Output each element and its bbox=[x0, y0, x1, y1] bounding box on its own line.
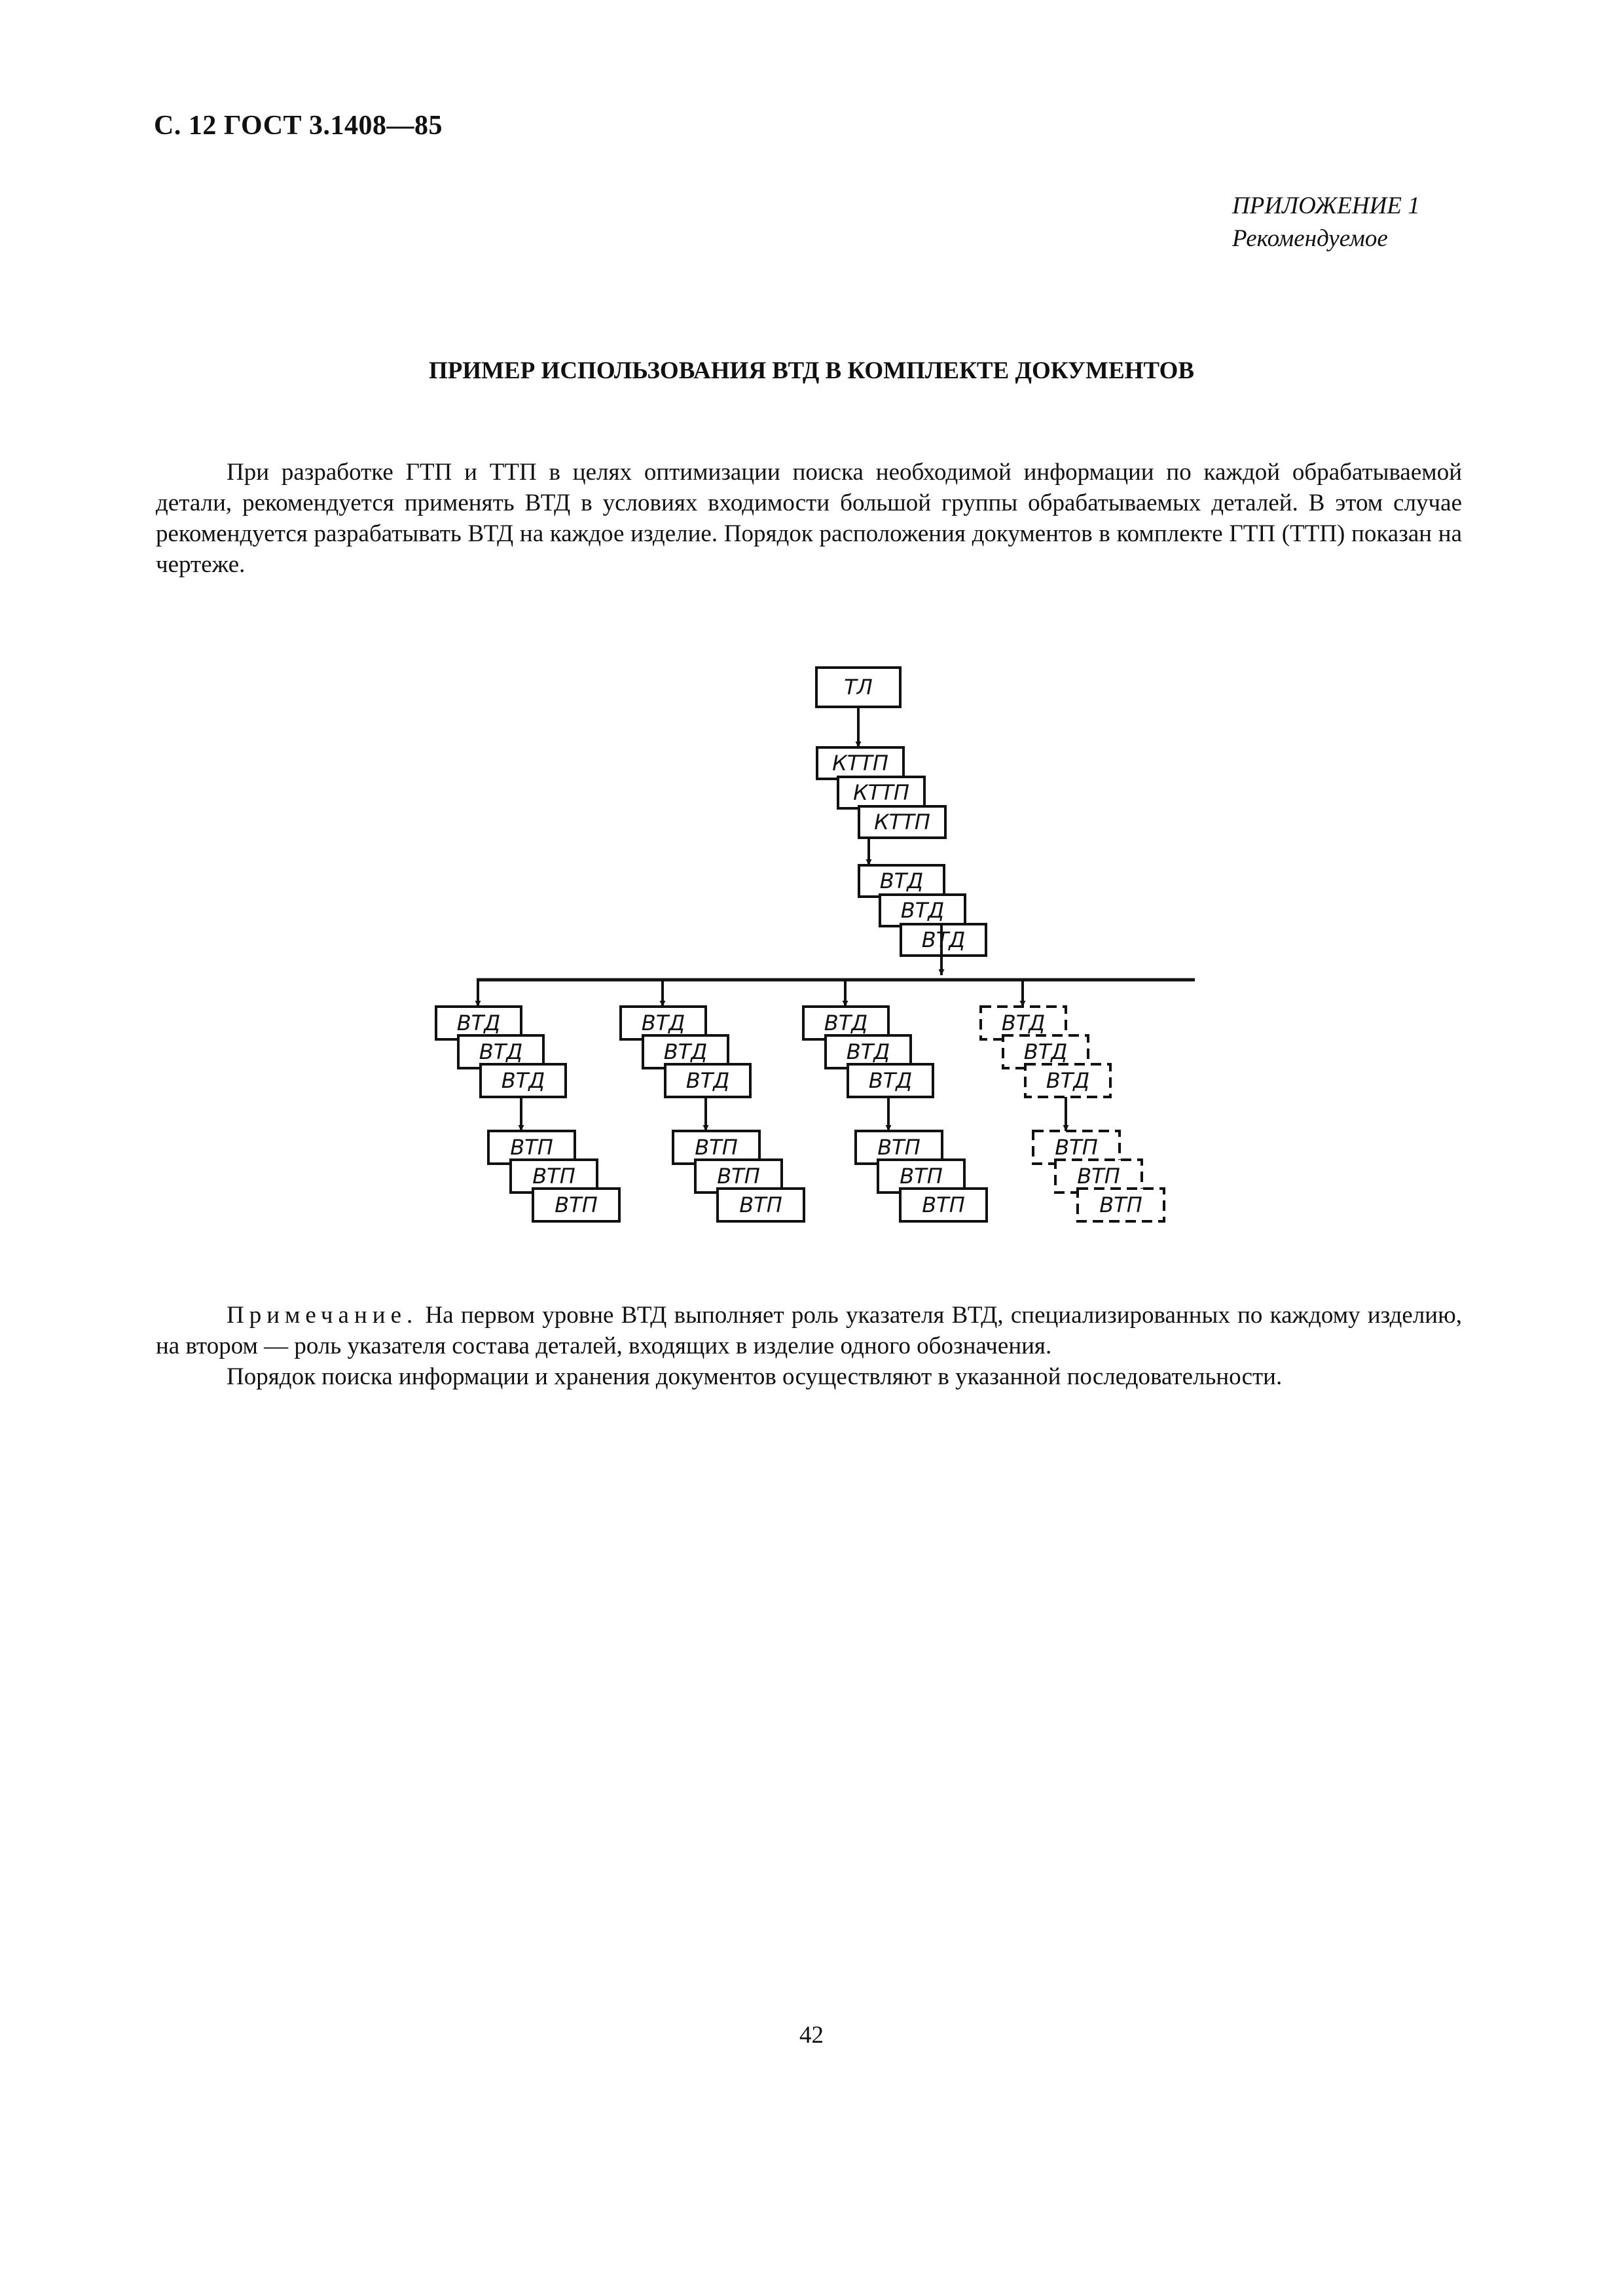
branch-4-vtp-box-1-label: ВТП bbox=[1055, 1135, 1098, 1160]
kttp-box-2 bbox=[838, 777, 924, 808]
page-header: С. 12 ГОСТ 3.1408—85 bbox=[154, 111, 443, 141]
branch-3-vtd-box-2-label: ВТД bbox=[846, 1039, 890, 1064]
page-number: 42 bbox=[799, 2022, 824, 2049]
vtd-index-box-2-label: ВТД bbox=[900, 898, 945, 923]
note-paragraph bbox=[156, 1300, 1462, 1361]
vtd-index-box-2 bbox=[880, 895, 965, 926]
kttp-box-1 bbox=[817, 747, 903, 779]
branch-4-vtd-box-3 bbox=[1025, 1064, 1110, 1097]
search-order-paragraph: Порядок поиска информации и хранения документов осуществляют в указанной последовательности. bbox=[227, 1363, 1283, 1390]
vtd-index-box-1 bbox=[859, 865, 944, 897]
branch-1-vtp-box-2-label: ВТП bbox=[532, 1164, 575, 1189]
kttp-box-1-label: КТТП bbox=[832, 751, 888, 776]
branch-3-vtd-box-1-label: ВТД bbox=[824, 1011, 868, 1035]
kttp-box-2-label: КТТП bbox=[853, 780, 909, 805]
branch-2-vtp-box-1-label: ВТП bbox=[695, 1135, 738, 1160]
branch-1-vtd-box-3-label: ВТД bbox=[501, 1068, 545, 1093]
branch-4-vtd-box-1-label: ВТД bbox=[1001, 1011, 1046, 1035]
branch-1-vtp-box-1-label: ВТП bbox=[510, 1135, 553, 1160]
note-block bbox=[156, 1300, 1462, 1392]
branch-4-vtp-box-3-label: ВТП bbox=[1099, 1193, 1142, 1217]
branch-3-vtp-box-3 bbox=[900, 1189, 987, 1221]
branch-2-vtd-box-2-label: ВТД bbox=[663, 1039, 708, 1064]
branch-3-vtp-box-1-label: ВТП bbox=[877, 1135, 921, 1160]
note-label: Примечание. bbox=[227, 1302, 418, 1329]
branch-4-vtp-box-2-label: ВТП bbox=[1077, 1164, 1120, 1189]
branch-2-vtd-box-3-label: ВТД bbox=[685, 1068, 730, 1093]
branch-3-vtd-box-3-label: ВТД bbox=[868, 1068, 913, 1093]
branch-2-vtd-box-1-label: ВТД bbox=[641, 1011, 685, 1035]
branch-1-vtp-box-3-label: ВТП bbox=[555, 1193, 598, 1217]
branch-1-vtd-box-2-label: ВТД bbox=[479, 1039, 523, 1064]
intro-text: При разработке ГТП и ТТП в целях оптимизации поиска необходимой информации по каждой обрабатываемой детали, рекомендуется применять ВТД в условиях входимости большой группы обрабатываемых деталей. В этом случае рекомендуется разрабатывать ВТД на каждое изделие. Порядок расположения документов в комплекте ГТП (ТТП) показан на чертеже. bbox=[156, 459, 1462, 578]
document-title: ПРИМЕР ИСПОЛЬЗОВАНИЯ ВТД В КОМПЛЕКТЕ ДОКУМЕНТОВ bbox=[428, 357, 1195, 384]
vtd-index-box-1-label: ВТД bbox=[879, 869, 924, 893]
branch-4-vtd-box-2-label: ВТД bbox=[1023, 1039, 1068, 1064]
kttp-box-3-label: КТТП bbox=[874, 810, 930, 834]
appendix-status: Рекомендуемое bbox=[1232, 225, 1388, 252]
branch-1-vtd-box-3 bbox=[481, 1064, 566, 1097]
vtd-index-box-3 bbox=[901, 924, 986, 956]
branch-1-vtp-box-3 bbox=[533, 1189, 619, 1221]
branch-3-vtp-box-3-label: ВТП bbox=[922, 1193, 965, 1217]
branch-1-vtd-box-1-label: ВТД bbox=[456, 1011, 501, 1035]
kttp-box-3 bbox=[859, 806, 945, 838]
branch-2-vtp-box-2-label: ВТП bbox=[717, 1164, 760, 1189]
appendix-label: ПРИЛОЖЕНИЕ 1 bbox=[1232, 192, 1420, 219]
tl-box-label: ТЛ bbox=[844, 675, 873, 700]
note-text: На первом уровне ВТД выполняет роль указателя ВТД, специализированных по каждому изделию, на втором — роль указателя состава деталей, входящих в изделие одного обозначения. bbox=[156, 1302, 1462, 1359]
branch-3-vtp-box-2-label: ВТП bbox=[900, 1164, 943, 1189]
branch-2-vtp-box-3 bbox=[718, 1189, 804, 1221]
branch-4-vtd-box-3-label: ВТД bbox=[1046, 1068, 1090, 1093]
tl-box bbox=[816, 668, 900, 707]
branch-2-vtd-box-3 bbox=[665, 1064, 750, 1097]
branch-2-vtp-box-3-label: ВТП bbox=[739, 1193, 782, 1217]
vtd-index-box-3-label: ВТД bbox=[921, 927, 966, 952]
branch-4-vtp-box-3 bbox=[1078, 1189, 1164, 1221]
branch-3-vtd-box-3 bbox=[848, 1064, 933, 1097]
